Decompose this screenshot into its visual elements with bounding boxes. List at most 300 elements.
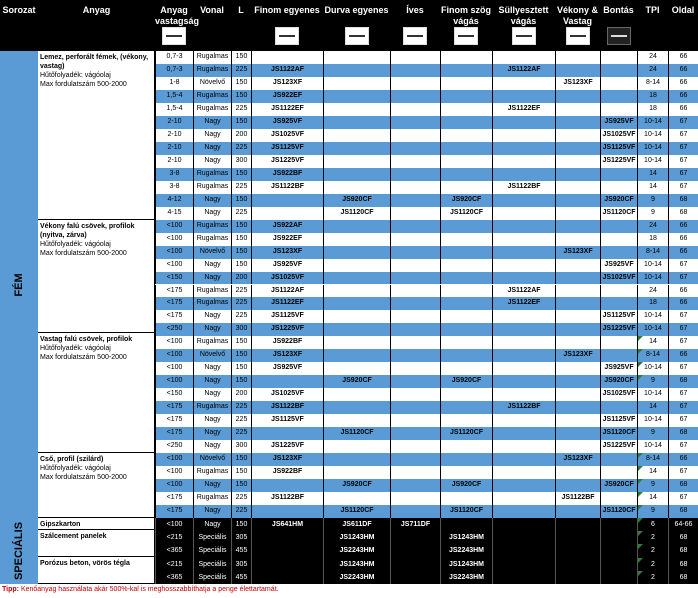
cell-finom-szog [440, 129, 492, 142]
cell-durva-egyenes [323, 297, 390, 310]
cell-vonal: Speciális [193, 558, 231, 571]
cell-bontas [600, 246, 637, 259]
cell-vastagsag: <365 [155, 571, 193, 584]
header-vastagsag: Anyag vastagság [155, 0, 193, 51]
cell-bontas [600, 531, 637, 544]
cell-finom-egyenes: JS1122EF [251, 297, 323, 310]
cell-finom-szog [440, 388, 492, 401]
cell-tpi: 14 [637, 181, 668, 194]
cell-vekony-vastag [555, 297, 600, 310]
cell-vastagsag: <175 [155, 492, 193, 505]
cell-finom-egyenes: JS1025VF [251, 388, 323, 401]
cell-bontas: JS1025VF [600, 388, 637, 401]
cell-bontas [600, 233, 637, 246]
cell-vastagsag: <100 [155, 336, 193, 349]
cell-ives [390, 453, 440, 466]
cell-tpi: 24 [637, 220, 668, 233]
cell-vekony-vastag [555, 64, 600, 77]
header-l: L [238, 5, 244, 15]
cell-vastagsag: 2-10 [155, 116, 193, 129]
header-finom-egyenes: Finom egyenes [251, 0, 323, 51]
cell-sullyesztett [492, 116, 555, 129]
cell-vastagsag: <100 [155, 220, 193, 233]
cell-bontas [600, 571, 637, 584]
cell-oldal: 66 [668, 64, 698, 77]
cell-finom-egyenes [251, 531, 323, 544]
cell-tpi: 2 [637, 544, 668, 557]
cell-l: 150 [231, 259, 251, 272]
cell-finom-egyenes: JS1122BF [251, 401, 323, 414]
cell-vekony-vastag [555, 336, 600, 349]
cell-ives [390, 479, 440, 492]
cell-l: 200 [231, 129, 251, 142]
cell-vekony-vastag [555, 466, 600, 479]
cell-vekony-vastag [555, 285, 600, 298]
cell-finom-szog [440, 518, 492, 531]
cell-sullyesztett [492, 155, 555, 168]
cell-durva-egyenes: JS1120CF [323, 505, 390, 518]
cell-vastagsag: <175 [155, 505, 193, 518]
cell-vekony-vastag [555, 194, 600, 207]
header-ives: Íves [390, 0, 440, 51]
cell-ives [390, 220, 440, 233]
cell-finom-szog [440, 492, 492, 505]
cell-oldal: 67 [668, 492, 698, 505]
cell-finom-egyenes [251, 207, 323, 220]
thin-thick-icon [566, 27, 590, 45]
cell-vekony-vastag [555, 544, 600, 557]
cell-oldal: 68 [668, 531, 698, 544]
cell-vastagsag: 1-8 [155, 77, 193, 90]
cell-oldal: 68 [668, 375, 698, 388]
cell-vonal: Nagy [193, 479, 231, 492]
cell-bontas [600, 103, 637, 116]
cell-finom-egyenes [251, 51, 323, 64]
series-specialis [0, 518, 39, 584]
cell-sullyesztett [492, 207, 555, 220]
cell-finom-szog [440, 90, 492, 103]
cell-finom-egyenes [251, 505, 323, 518]
cell-bontas [600, 181, 637, 194]
cell-ives [390, 388, 440, 401]
cell-finom-szog: JS1120CF [440, 505, 492, 518]
series-fem-label: FÉM [13, 272, 25, 297]
cell-sullyesztett [492, 272, 555, 285]
cell-tpi: 8-14 [637, 246, 668, 259]
cell-sullyesztett [492, 571, 555, 584]
cell-l: 225 [231, 427, 251, 440]
cell-bontas [600, 220, 637, 233]
cell-tpi: 8-14 [637, 349, 668, 362]
cell-ives [390, 103, 440, 116]
cell-oldal: 67 [668, 336, 698, 349]
cell-finom-szog [440, 246, 492, 259]
cell-vekony-vastag: JS1122BF [555, 492, 600, 505]
cell-tpi: 14 [637, 336, 668, 349]
cell-oldal: 66 [668, 349, 698, 362]
cell-ives [390, 77, 440, 90]
cell-ives [390, 207, 440, 220]
cell-bontas: JS925VF [600, 116, 637, 129]
cell-l: 225 [231, 181, 251, 194]
cell-vonal: Nagy [193, 207, 231, 220]
cell-finom-szog [440, 155, 492, 168]
cell-oldal: 67 [668, 414, 698, 427]
cell-finom-egyenes [251, 479, 323, 492]
cell-oldal: 67 [668, 129, 698, 142]
cell-bontas [600, 285, 637, 298]
cell-tpi: 8-14 [637, 77, 668, 90]
header-sullyesztett: Süllyesztett vágás [492, 0, 555, 51]
cell-ives [390, 142, 440, 155]
header-sorozat: Sorozat [2, 5, 36, 15]
cell-bontas: JS1125VF [600, 142, 637, 155]
cell-bontas [600, 51, 637, 64]
cell-ives [390, 427, 440, 440]
cell-vekony-vastag [555, 207, 600, 220]
cell-ives [390, 505, 440, 518]
cell-vonal: Nagy [193, 362, 231, 375]
cell-durva-egyenes [323, 77, 390, 90]
cell-oldal: 68 [668, 505, 698, 518]
cell-oldal: 66 [668, 297, 698, 310]
cell-vonal: Rugalmas [193, 233, 231, 246]
cell-finom-szog [440, 453, 492, 466]
cell-vastagsag: 3-8 [155, 168, 193, 181]
cell-vekony-vastag [555, 142, 600, 155]
cell-vonal: Nagy [193, 505, 231, 518]
cell-oldal: 67 [668, 388, 698, 401]
cell-bontas [600, 168, 637, 181]
cell-finom-szog: JS2243HM [440, 544, 492, 557]
cell-vekony-vastag [555, 103, 600, 116]
cell-bontas: JS1225VF [600, 155, 637, 168]
cell-oldal: 66 [668, 90, 698, 103]
cell-durva-egyenes [323, 310, 390, 323]
cell-bontas [600, 64, 637, 77]
cell-durva-egyenes [323, 323, 390, 336]
cell-bontas: JS1120CF [600, 505, 637, 518]
cell-sullyesztett [492, 492, 555, 505]
cell-tpi: 10-14 [637, 388, 668, 401]
cell-l: 300 [231, 323, 251, 336]
cell-bontas: JS925VF [600, 259, 637, 272]
cell-ives [390, 544, 440, 557]
cell-finom-szog [440, 142, 492, 155]
cell-l: 150 [231, 466, 251, 479]
cell-finom-szog [440, 233, 492, 246]
cell-vekony-vastag [555, 90, 600, 103]
cell-tpi: 9 [637, 375, 668, 388]
cell-finom-szog [440, 349, 492, 362]
cell-sullyesztett [492, 362, 555, 375]
cell-oldal: 68 [668, 194, 698, 207]
cell-finom-szog [440, 77, 492, 90]
cell-vastagsag: <175 [155, 427, 193, 440]
cell-durva-egyenes: JS611DF [323, 518, 390, 531]
cell-ives [390, 558, 440, 571]
cell-l: 150 [231, 233, 251, 246]
cell-tpi: 10-14 [637, 414, 668, 427]
cell-vekony-vastag [555, 310, 600, 323]
cell-oldal: 66 [668, 246, 698, 259]
cell-sullyesztett: JS1122BF [492, 181, 555, 194]
cell-tpi: 2 [637, 571, 668, 584]
cell-oldal: 67 [668, 116, 698, 129]
cell-vekony-vastag [555, 401, 600, 414]
cell-sullyesztett [492, 544, 555, 557]
cell-tpi: 14 [637, 401, 668, 414]
cell-vastagsag: <100 [155, 362, 193, 375]
cell-oldal: 66 [668, 103, 698, 116]
cell-sullyesztett [492, 336, 555, 349]
cell-finom-egyenes [251, 558, 323, 571]
cell-vastagsag: <250 [155, 440, 193, 453]
cell-vonal: Nagy [193, 116, 231, 129]
cell-sullyesztett [492, 259, 555, 272]
cell-vonal: Nagy [193, 388, 231, 401]
cell-l: 150 [231, 90, 251, 103]
cell-sullyesztett: JS1122EF [492, 103, 555, 116]
cell-finom-egyenes: JS922BF [251, 168, 323, 181]
cell-tpi: 10-14 [637, 323, 668, 336]
cell-ives [390, 168, 440, 181]
cell-ives [390, 181, 440, 194]
cell-tpi: 10-14 [637, 440, 668, 453]
cell-tpi: 10-14 [637, 310, 668, 323]
cell-vastagsag: 0,7-3 [155, 64, 193, 77]
cell-oldal: 64-66 [668, 518, 698, 531]
cell-finom-szog [440, 116, 492, 129]
cell-ives [390, 90, 440, 103]
cell-vekony-vastag [555, 259, 600, 272]
cell-vekony-vastag [555, 427, 600, 440]
cell-vonal: Rugalmas [193, 336, 231, 349]
cell-tpi: 9 [637, 427, 668, 440]
cell-vonal: Speciális [193, 571, 231, 584]
header-vonal: Vonal [200, 5, 224, 15]
cell-finom-egyenes: JS1122AF [251, 64, 323, 77]
cell-l: 150 [231, 77, 251, 90]
cell-oldal: 67 [668, 168, 698, 181]
cell-tpi: 6 [637, 518, 668, 531]
cell-sullyesztett: JS1122EF [492, 297, 555, 310]
cell-vonal: Nagy [193, 129, 231, 142]
cell-finom-egyenes: JS925VF [251, 116, 323, 129]
cell-finom-egyenes: JS922BF [251, 466, 323, 479]
cell-bontas: JS1120CF [600, 207, 637, 220]
cell-l: 150 [231, 246, 251, 259]
cell-vonal: Nagy [193, 414, 231, 427]
cell-durva-egyenes [323, 103, 390, 116]
cell-vekony-vastag [555, 116, 600, 129]
cell-tpi: 2 [637, 558, 668, 571]
cell-oldal: 66 [668, 77, 698, 90]
cell-finom-egyenes [251, 375, 323, 388]
cell-ives [390, 297, 440, 310]
cell-vonal: Nagy [193, 194, 231, 207]
cell-durva-egyenes [323, 414, 390, 427]
cell-sullyesztett [492, 246, 555, 259]
cell-finom-szog [440, 285, 492, 298]
cell-bontas [600, 90, 637, 103]
cell-ives [390, 323, 440, 336]
cell-l: 200 [231, 388, 251, 401]
cell-vonal: Rugalmas [193, 466, 231, 479]
cell-durva-egyenes [323, 492, 390, 505]
cell-finom-egyenes [251, 194, 323, 207]
cell-bontas [600, 518, 637, 531]
cell-l: 455 [231, 571, 251, 584]
cell-durva-egyenes: JS1243HM [323, 531, 390, 544]
cell-vastagsag: <175 [155, 310, 193, 323]
cell-l: 150 [231, 375, 251, 388]
cell-finom-szog: JS1243HM [440, 558, 492, 571]
cell-sullyesztett [492, 51, 555, 64]
cell-l: 225 [231, 103, 251, 116]
cell-oldal: 67 [668, 181, 698, 194]
cell-l: 225 [231, 505, 251, 518]
cell-tpi: 2 [637, 531, 668, 544]
cell-durva-egyenes [323, 388, 390, 401]
cell-oldal: 67 [668, 155, 698, 168]
cell-vonal: Speciális [193, 531, 231, 544]
cell-vonal: Növelvő [193, 453, 231, 466]
cell-l: 150 [231, 362, 251, 375]
cell-sullyesztett [492, 479, 555, 492]
cell-l: 150 [231, 51, 251, 64]
cell-vastagsag: <365 [155, 544, 193, 557]
cell-vastagsag: <175 [155, 401, 193, 414]
cell-durva-egyenes: JS920CF [323, 479, 390, 492]
cell-vonal: Rugalmas [193, 401, 231, 414]
cell-vekony-vastag [555, 220, 600, 233]
cell-finom-egyenes: JS1122BF [251, 492, 323, 505]
header-vekony-vastag: Vékony & Vastag [555, 0, 600, 51]
cell-vekony-vastag [555, 129, 600, 142]
cell-vastagsag: <100 [155, 375, 193, 388]
header-durva-egyenes: Durva egyenes [323, 0, 390, 51]
cell-ives [390, 64, 440, 77]
cell-ives [390, 246, 440, 259]
cell-tpi: 18 [637, 297, 668, 310]
cell-oldal: 68 [668, 558, 698, 571]
cell-finom-szog: JS920CF [440, 375, 492, 388]
cell-bontas: JS920CF [600, 479, 637, 492]
cell-finom-egyenes [251, 427, 323, 440]
cell-l: 150 [231, 168, 251, 181]
cell-finom-egyenes: JS925VF [251, 362, 323, 375]
cell-l: 455 [231, 544, 251, 557]
cell-finom-szog [440, 401, 492, 414]
cell-sullyesztett [492, 220, 555, 233]
cell-durva-egyenes [323, 285, 390, 298]
header-tpi: TPI [645, 5, 660, 15]
cell-oldal: 68 [668, 479, 698, 492]
cell-durva-egyenes: JS920CF [323, 194, 390, 207]
series-specialis-label: SPECIÁLIS [13, 521, 25, 581]
cell-ives [390, 310, 440, 323]
group-desc-cso: Cső, profil (szilárd) Hűtőfolyadék: vágóolaj Max fordulatszám 500-2000 [38, 453, 155, 518]
cell-l: 225 [231, 414, 251, 427]
cell-sullyesztett: JS1122BF [492, 401, 555, 414]
cell-ives [390, 492, 440, 505]
cell-vekony-vastag [555, 168, 600, 181]
cell-finom-szog: JS1120CF [440, 427, 492, 440]
cell-sullyesztett: JS1122AF [492, 285, 555, 298]
cell-finom-egyenes: JS123XF [251, 246, 323, 259]
cell-finom-egyenes: JS925VF [251, 259, 323, 272]
fine-straight-icon [275, 27, 299, 45]
cell-l: 150 [231, 194, 251, 207]
cell-finom-egyenes: JS1025VF [251, 272, 323, 285]
cell-ives [390, 336, 440, 349]
cell-vekony-vastag: JS123XF [555, 246, 600, 259]
cell-bontas: JS920CF [600, 194, 637, 207]
cell-finom-szog: JS1243HM [440, 531, 492, 544]
cell-finom-egyenes: JS1122AF [251, 285, 323, 298]
cell-durva-egyenes [323, 90, 390, 103]
cell-finom-szog [440, 51, 492, 64]
cell-vekony-vastag [555, 388, 600, 401]
cell-vastagsag: <175 [155, 297, 193, 310]
header-anyag: Anyag [82, 5, 111, 15]
cell-ives [390, 466, 440, 479]
cell-durva-egyenes [323, 440, 390, 453]
cell-oldal: 67 [668, 142, 698, 155]
cell-tpi: 18 [637, 103, 668, 116]
cell-vekony-vastag [555, 181, 600, 194]
cell-tpi: 14 [637, 466, 668, 479]
cell-finom-szog [440, 168, 492, 181]
cell-finom-egyenes: JS922AF [251, 220, 323, 233]
cell-oldal: 68 [668, 207, 698, 220]
cell-durva-egyenes [323, 453, 390, 466]
cell-vonal: Nagy [193, 259, 231, 272]
cell-vekony-vastag [555, 571, 600, 584]
cell-tpi: 10-14 [637, 142, 668, 155]
cell-bontas [600, 453, 637, 466]
cell-durva-egyenes [323, 129, 390, 142]
cell-l: 300 [231, 440, 251, 453]
cell-oldal: 67 [668, 259, 698, 272]
cell-durva-egyenes [323, 142, 390, 155]
cell-ives [390, 375, 440, 388]
cell-vekony-vastag [555, 479, 600, 492]
cell-tpi: 18 [637, 90, 668, 103]
cell-l: 225 [231, 207, 251, 220]
cell-sullyesztett [492, 427, 555, 440]
cell-tpi: 10-14 [637, 155, 668, 168]
cell-finom-egyenes: JS1225VF [251, 323, 323, 336]
cell-sullyesztett [492, 233, 555, 246]
cell-ives [390, 440, 440, 453]
cell-bontas: JS925VF [600, 362, 637, 375]
cell-l: 225 [231, 492, 251, 505]
cell-tpi: 10-14 [637, 259, 668, 272]
cell-vekony-vastag [555, 323, 600, 336]
cell-vastagsag: 1,5-4 [155, 103, 193, 116]
cell-durva-egyenes [323, 259, 390, 272]
cell-tpi: 14 [637, 168, 668, 181]
cell-ives [390, 116, 440, 129]
cell-vekony-vastag [555, 414, 600, 427]
cell-vekony-vastag [555, 233, 600, 246]
cell-durva-egyenes [323, 466, 390, 479]
cell-durva-egyenes: JS1243HM [323, 558, 390, 571]
plunge-cut-icon [512, 27, 536, 45]
cell-ives [390, 233, 440, 246]
